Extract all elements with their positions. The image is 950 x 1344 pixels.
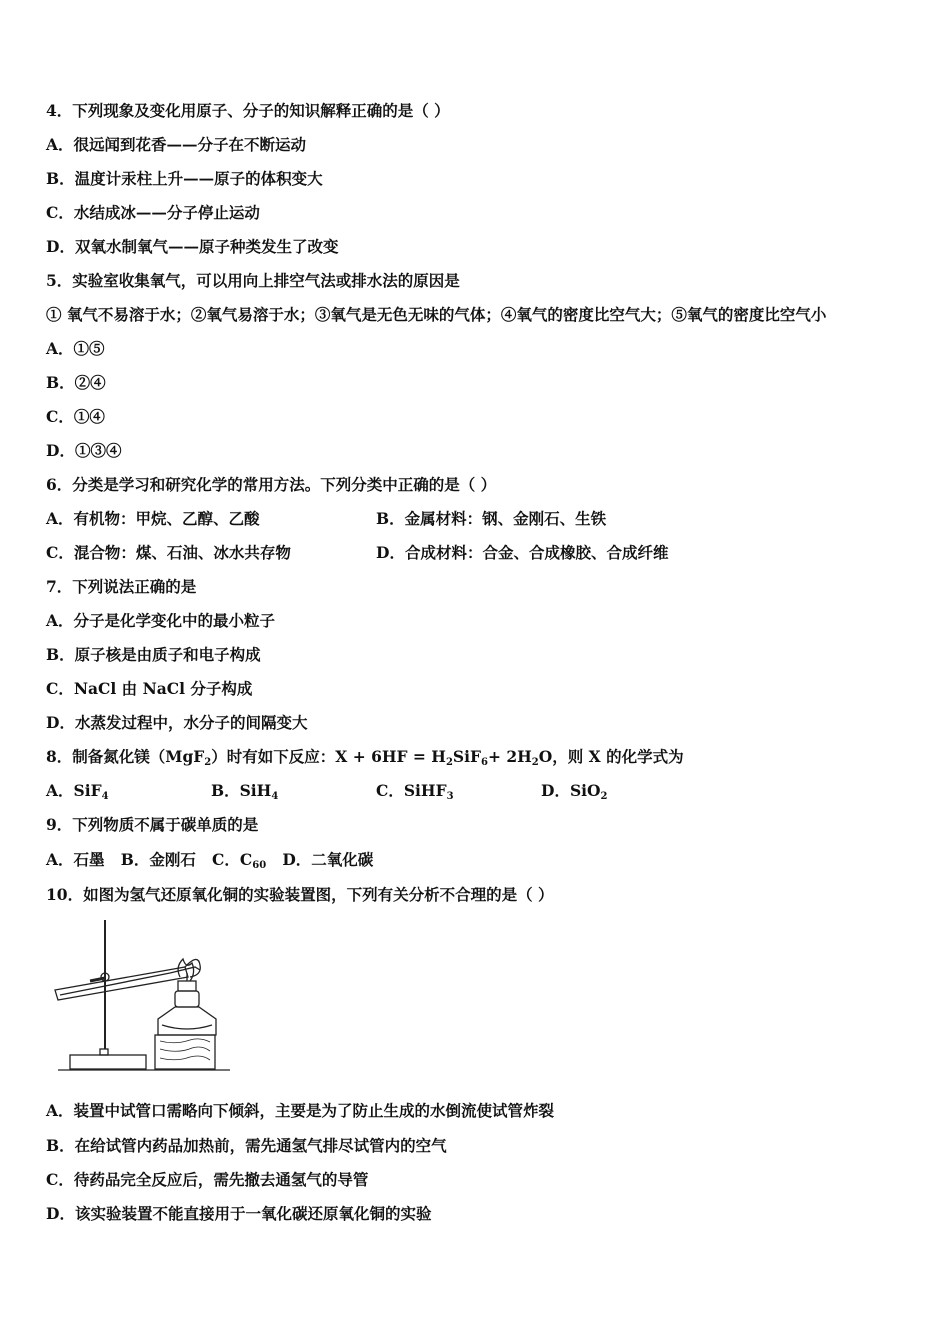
lamp-cap (175, 991, 199, 1007)
q4-stem: 4．下列现象及变化用原子、分子的知识解释正确的是（ ） (46, 101, 450, 120)
stand-base (70, 1055, 146, 1069)
q6-option-c: C．混合物：煤、石油、冰水共存物 (46, 543, 291, 562)
q5-option-d: D．①③④ (46, 441, 122, 460)
q9-stem: 9．下列物质不属于碳单质的是 (46, 815, 259, 834)
wood-grain-1 (160, 1039, 210, 1043)
q10-option-d: D．该实验装置不能直接用于一氧化碳还原氧化铜的实验 (46, 1204, 432, 1223)
q5-option-a: A．①⑤ (46, 339, 105, 358)
q9-options (46, 850, 373, 870)
q8-stem: 8．制备氮化镁（MgF$_2$）时有如下反应：$X + 6HF = H_2SiF_6+ 2H_2O$，则 X 的化学式为 (46, 747, 684, 768)
q8-option-a: A．SiF$_4$ (46, 781, 109, 802)
q5-stem: 5．实验室收集氧气，可以用向上排空气法或排水法的原因是 (46, 271, 460, 290)
wood-grain-2 (160, 1047, 210, 1051)
q6-stem: 6．分类是学习和研究化学的常用方法。下列分类中正确的是（ ） (46, 475, 497, 494)
q10-option-b: B．在给试管内药品加热前，需先通氢气排尽试管内的空气 (46, 1136, 447, 1155)
q7-option-a: A．分子是化学变化中的最小粒子 (46, 611, 276, 630)
q4-option-a: A．很远闻到花香——分子在不断运动 (46, 135, 307, 154)
q8-option-b: B．SiH$_4$ (211, 781, 279, 802)
q5-option-b: B．②④ (46, 373, 106, 392)
q5-option-c: C．①④ (46, 407, 105, 426)
q10-option-a: A．装置中试管口需略向下倾斜，主要是为了防止生成的水倒流使试管炸裂 (46, 1101, 555, 1120)
lamp-wick-holder (178, 981, 196, 991)
q10-option-c: C．待药品完全反应后，需先撤去通氢气的导管 (46, 1170, 369, 1189)
q4-option-c: C．水结成冰——分子停止运动 (46, 203, 260, 222)
q7-option-d: D．水蒸发过程中，水分子的间隔变大 (46, 713, 308, 732)
q4-option-d: D．双氧水制氧气——原子种类发生了改变 (46, 237, 339, 256)
q8-option-c: C．SiHF$_3$ (376, 781, 454, 802)
q7-option-c: C．NaCl 由 NaCl 分子构成 (46, 679, 253, 698)
q5-conditions: ① 氧气不易溶于水；②氧气易溶于水；③氧气是无色无味的气体；④氧气的密度比空气大；⑤氧气的密度比空气小 (46, 305, 827, 324)
q7-stem: 7．下列说法正确的是 (46, 577, 197, 596)
q6-option-a: A．有机物：甲烷、乙醇、乙酸 (46, 509, 260, 528)
q8-option-d: D．SiO$_2$ (541, 781, 608, 802)
q4-option-b: B．温度计汞柱上升——原子的体积变大 (46, 169, 323, 188)
test-tube (55, 967, 188, 1000)
q6-option-b: B．金属材料：钢、金刚石、生铁 (376, 509, 607, 528)
wood-grain-3 (160, 1056, 210, 1060)
lamp-liquid (162, 1025, 212, 1029)
q6-option-d: D．合成材料：合金、合成橡胶、合成纤维 (376, 543, 669, 562)
q9-option-a: A．石墨 (46, 850, 105, 869)
q9-option-c: C．$C_{60}$ (212, 850, 267, 871)
stand-foot (100, 1049, 108, 1055)
q9-option-b: B．金刚石 (120, 850, 196, 869)
q9-option-d: D．二氧化碳 (282, 850, 374, 869)
q7-option-b: B．原子核是由质子和电子构成 (46, 645, 261, 664)
q10-stem: 10．如图为氢气还原氧化铜的实验装置图，下列有关分析不合理的是（ ） (46, 885, 554, 904)
lamp-body (158, 1007, 216, 1035)
apparatus-diagram (50, 915, 240, 1075)
